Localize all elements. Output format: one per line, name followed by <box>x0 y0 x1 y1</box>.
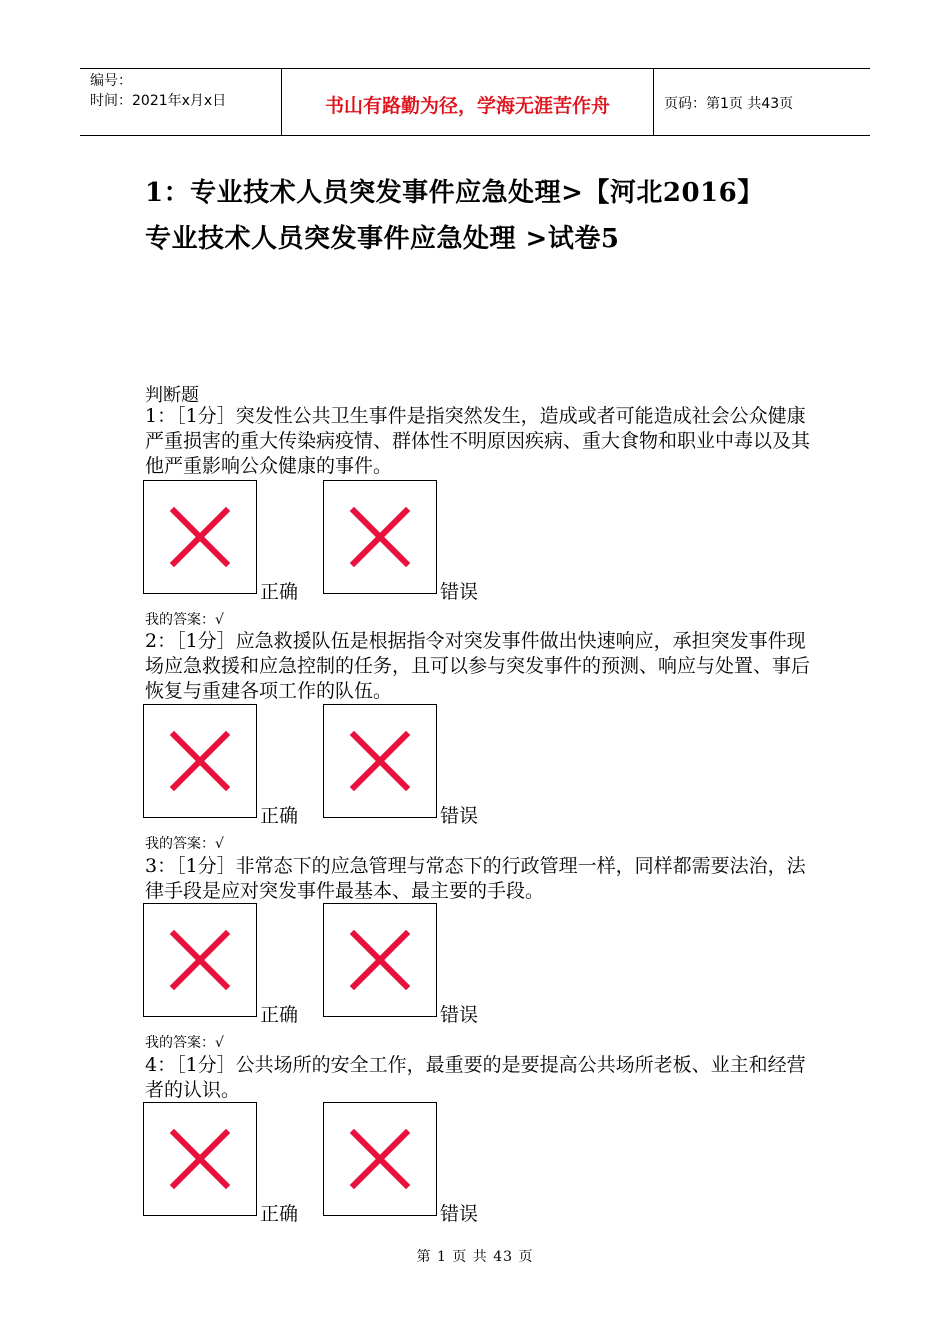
title-line-1: 1：专业技术人员突发事件应急处理>【河北2016】 <box>145 178 764 208</box>
option-wrong-box-3[interactable] <box>323 903 437 1017</box>
my-answer-1: 我的答案：√ <box>145 612 224 628</box>
time-label: 时间：2021年x月x日 <box>90 93 227 109</box>
question-3: 3：［1分］非常态下的应急管理与常态下的行政管理一样，同样都需要法治，法律手段是应对突发事件最基本、最主要的手段。 <box>145 855 806 902</box>
red-x-icon <box>350 1129 410 1189</box>
question-2: 2：［1分］应急救援队伍是根据指令对突发事件做出快速响应，承担突发事件现场应急救援和应急控制的任务，且可以参与突发事件的预测、响应与处置、事后恢复与重建各项工作的队伍。 <box>145 630 811 702</box>
option-wrong-label-3: 错误 <box>440 1004 479 1026</box>
red-x-icon <box>350 930 410 990</box>
option-wrong-box-4[interactable] <box>323 1102 437 1216</box>
option-correct-box-4[interactable] <box>143 1102 257 1216</box>
option-correct-label-4: 正确 <box>260 1203 299 1225</box>
option-correct-box-2[interactable] <box>143 704 257 818</box>
option-correct-label-3: 正确 <box>260 1004 299 1026</box>
red-x-icon <box>350 507 410 567</box>
option-wrong-label-4: 错误 <box>440 1203 479 1225</box>
option-wrong-box-1[interactable] <box>323 480 437 594</box>
page-footer: 第 1 页 共 43 页 <box>416 1249 534 1265</box>
section-label: 判断题 <box>145 385 199 406</box>
option-wrong-label-2: 错误 <box>440 805 479 827</box>
option-correct-box-1[interactable] <box>143 480 257 594</box>
my-answer-2: 我的答案：√ <box>145 836 224 852</box>
option-wrong-box-2[interactable] <box>323 704 437 818</box>
header-table <box>80 68 870 136</box>
option-wrong-label-1: 错误 <box>440 581 479 603</box>
page-info: 页码：第1页 共43页 <box>664 96 794 112</box>
header-left-cell <box>80 69 282 135</box>
page-title <box>145 170 865 262</box>
code-label: 编号： <box>90 73 132 89</box>
option-correct-label-2: 正确 <box>260 805 299 827</box>
red-x-icon <box>170 731 230 791</box>
red-x-icon <box>170 1129 230 1189</box>
question-1: 1：［1分］突发性公共卫生事件是指突然发生，造成或者可能造成社会公众健康严重损害的重大传染病疫情、群体性不明原因疾病、重大食物和职业中毒以及其他严重影响公众健康的事件。 <box>145 405 811 477</box>
red-x-icon <box>170 930 230 990</box>
motto: 书山有路勤为径，学海无涯苦作舟 <box>282 69 654 135</box>
option-correct-label-1: 正确 <box>260 581 299 603</box>
question-4: 4：［1分］公共场所的安全工作，最重要的是要提高公共场所老板、业主和经营者的认识。 <box>145 1054 806 1101</box>
title-line-2: 专业技术人员突发事件应急处理 >试卷5 <box>145 224 620 254</box>
my-answer-3: 我的答案：√ <box>145 1035 224 1051</box>
option-correct-box-3[interactable] <box>143 903 257 1017</box>
red-x-icon <box>170 507 230 567</box>
red-x-icon <box>350 731 410 791</box>
